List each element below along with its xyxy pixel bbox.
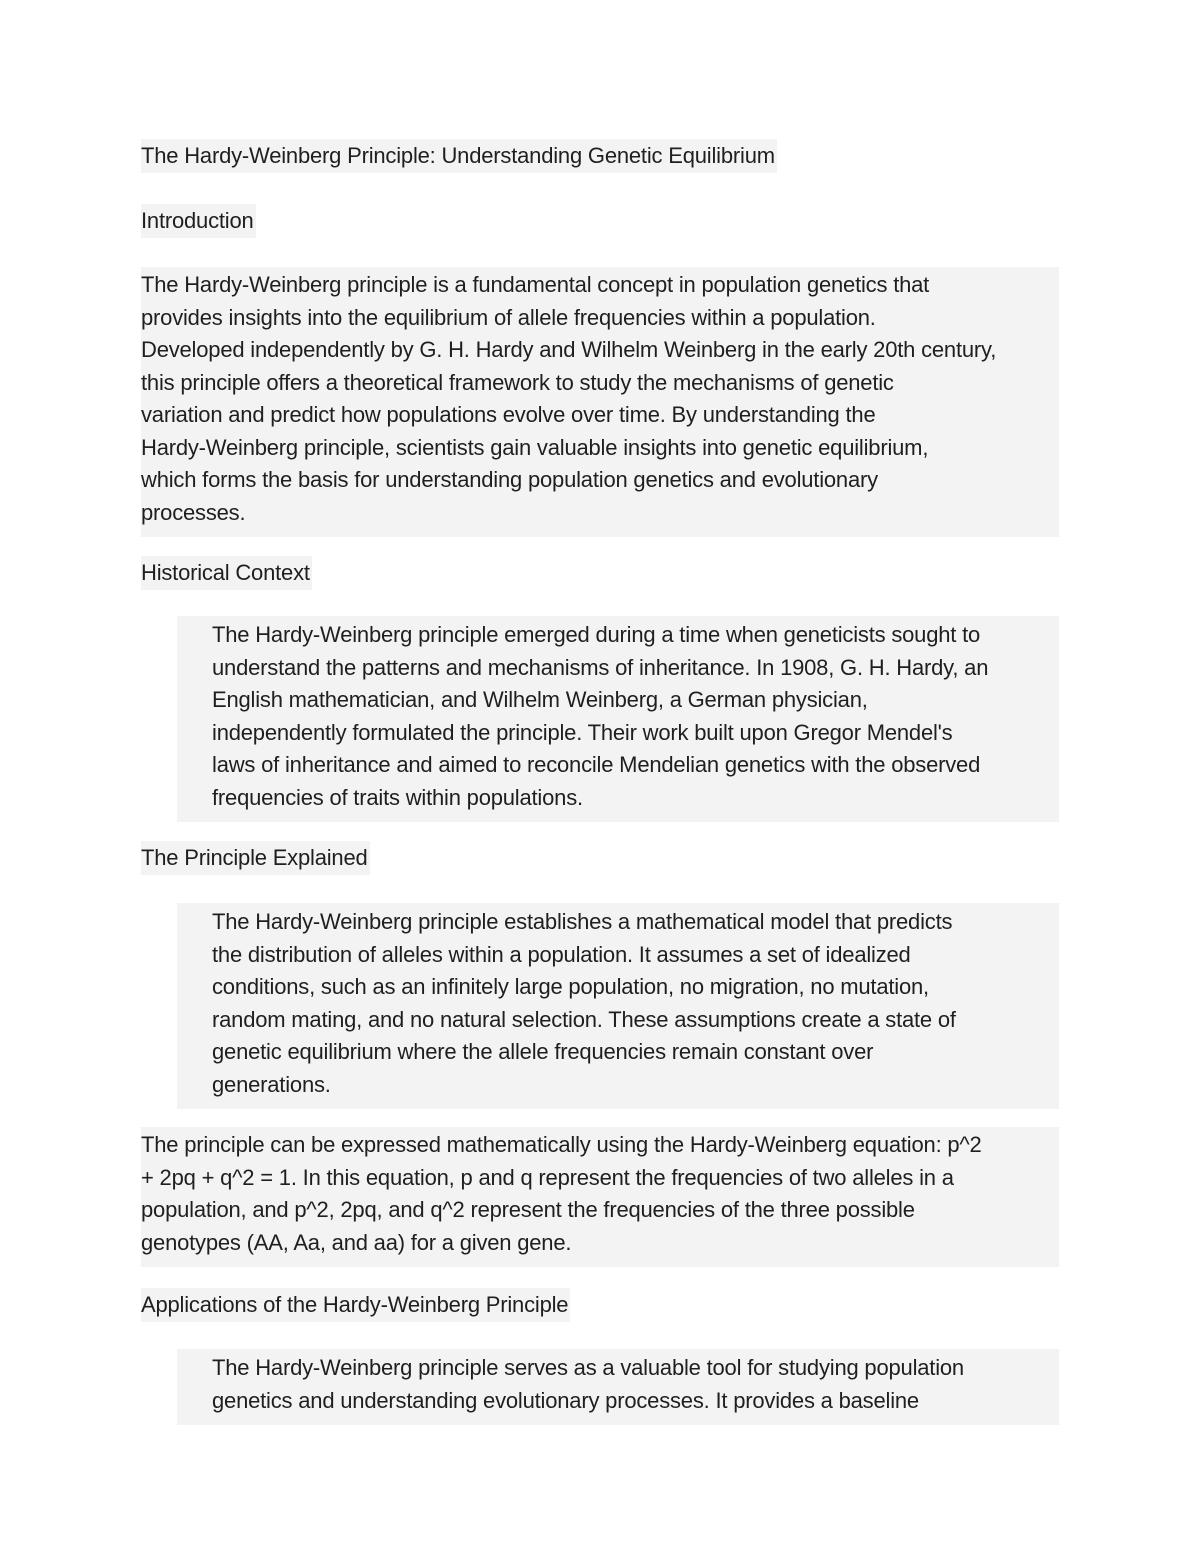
paragraph-line: variation and predict how populations evolve over time. By understanding the	[141, 402, 876, 427]
section-heading-introduction: Introduction	[141, 204, 256, 238]
paragraph-line: independently formulated the principle. Their work built upon Gregor Mendel's	[212, 719, 953, 745]
paragraph-principle-explained	[177, 903, 1059, 1109]
paragraph-line: genotypes (AA, Aa, and aa) for a given gene.	[141, 1229, 572, 1255]
paragraph-line: provides insights into the equilibrium of allele frequencies within a population.	[141, 304, 876, 330]
paragraph-line: The Hardy-Weinberg principle serves as a valuable tool for studying population	[212, 1355, 964, 1380]
paragraph-line: laws of inheritance and aimed to reconcile Mendelian genetics with the observed	[212, 752, 981, 777]
paragraph-historical-context	[177, 616, 1059, 822]
section-heading-applications: Applications of the Hardy-Weinberg Principle	[141, 1288, 570, 1322]
paragraph-line: The Hardy-Weinberg principle is a fundamental concept in population genetics that	[141, 272, 930, 297]
paragraph-line: understand the patterns and mechanisms of inheritance. In 1908, G. H. Hardy, an	[212, 654, 989, 680]
paragraph-applications	[177, 1349, 1059, 1425]
paragraph-line: processes.	[141, 499, 246, 525]
paragraph-line: + 2pq + q^2 = 1. In this equation, p and q represent the frequencies of two alleles in a	[141, 1164, 954, 1190]
paragraph-introduction	[141, 267, 1059, 537]
section-heading-historical-context: Historical Context	[141, 556, 312, 590]
paragraph-equation	[141, 1127, 1059, 1267]
document-title: The Hardy-Weinberg Principle: Understanding Genetic Equilibrium	[141, 139, 777, 173]
paragraph-line: conditions, such as an infinitely large population, no migration, no mutation,	[212, 974, 929, 999]
paragraph-line: The Hardy-Weinberg principle emerged during a time when geneticists sought to	[212, 622, 981, 647]
paragraph-line: frequencies of traits within populations.	[212, 784, 583, 810]
paragraph-line: this principle offers a theoretical framework to study the mechanisms of genetic	[141, 369, 894, 395]
section-heading-principle-explained: The Principle Explained	[141, 841, 370, 875]
paragraph-line: The Hardy-Weinberg principle establishes a mathematical model that predicts	[212, 909, 953, 934]
paragraph-line: genetics and understanding evolutionary processes. It provides a baseline	[212, 1387, 919, 1413]
paragraph-line: which forms the basis for understanding population genetics and evolutionary	[141, 467, 878, 492]
paragraph-line: Developed independently by G. H. Hardy and Wilhelm Weinberg in the early 20th century,	[141, 337, 997, 362]
paragraph-line: English mathematician, and Wilhelm Weinberg, a German physician,	[212, 687, 868, 712]
paragraph-line: the distribution of alleles within a population. It assumes a set of idealized	[212, 941, 911, 967]
paragraph-line: genetic equilibrium where the allele frequencies remain constant over	[212, 1039, 874, 1064]
paragraph-line: population, and p^2, 2pq, and q^2 represent the frequencies of the three possible	[141, 1197, 915, 1222]
paragraph-line: Hardy-Weinberg principle, scientists gain valuable insights into genetic equilibrium,	[141, 434, 929, 460]
paragraph-line: random mating, and no natural selection. These assumptions create a state of	[212, 1006, 956, 1032]
paragraph-line: generations.	[212, 1071, 331, 1097]
paragraph-line: The principle can be expressed mathematically using the Hardy-Weinberg equation: p^2	[141, 1132, 982, 1157]
